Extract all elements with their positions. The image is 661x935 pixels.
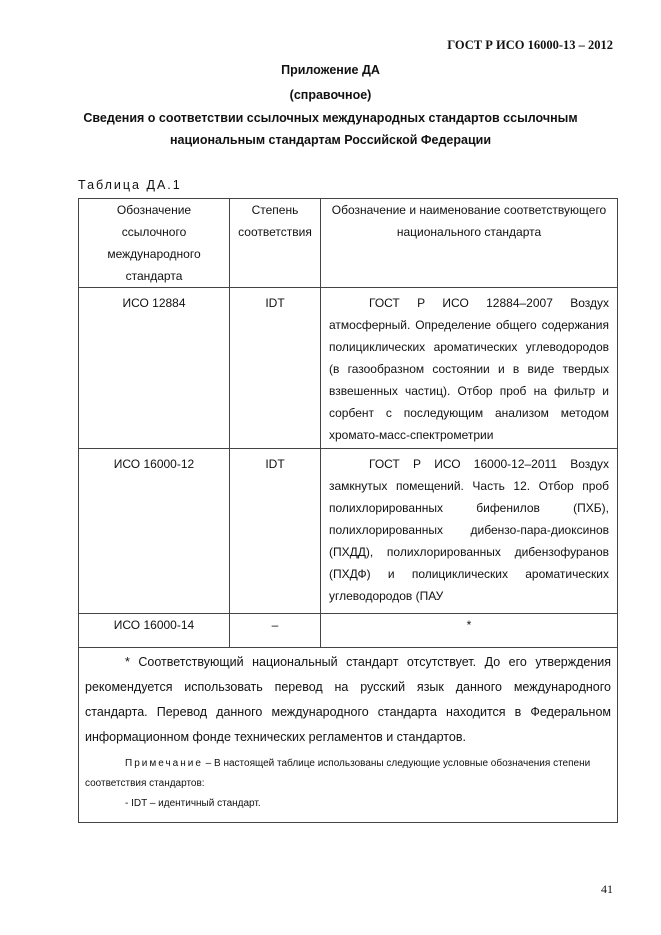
degree-cell: IDT	[230, 288, 321, 449]
page-number: 41	[601, 882, 613, 896]
national-standard-cell: ГОСТ Р ИСО 12884–2007 Воздух атмосферный. Определение общего содержания полициклических ароматических углеводородов (в газообразном состоянии и в виде твердых взвешенных частиц). Отбор проб на фильтр и сорбент с последующим анализом методом хромато-масс-спектрометрии	[321, 288, 618, 449]
degree-cell: IDT	[230, 449, 321, 614]
intl-standard-cell: ИСО 16000-14	[79, 614, 230, 648]
appendix-subtitle: (справочное)	[289, 88, 372, 102]
note-item: - IDT – идентичный стандарт.	[125, 798, 261, 809]
table-row	[79, 614, 618, 648]
national-standard-cell: *	[321, 614, 618, 648]
table-note	[85, 754, 611, 794]
footnote: * Соответствующий национальный стандарт отсутствует. До его утверждения рекомендуется использовать перевод на русский язык данного международного стандарта. Перевод данного международного стандарта находится в Федеральном информационном фонде технических регламентов и стандартов.	[85, 655, 611, 744]
column-header: Обозначение и наименование соответствующего национального стандарта	[321, 199, 618, 288]
appendix-heading-line1: Сведения о соответствии ссылочных международных стандартов ссылочным	[83, 111, 578, 125]
appendix-heading-line2: национальным стандартам Российской Федерации	[169, 133, 492, 147]
national-standard-cell: ГОСТ Р ИСО 16000-12–2011 Воздух замкнутых помещений. Часть 12. Отбор проб полихлорированных бифенилов (ПХБ), полихлорированных дибензо-пара-диоксинов (ПХДД), полихлорированных дибензофуранов (ПХДФ) и полициклических ароматических углеводородов (ПАУ	[321, 449, 618, 614]
degree-cell: –	[230, 614, 321, 648]
column-header: Обозначение ссылочного международного стандарта	[79, 199, 230, 288]
table-row	[79, 449, 618, 614]
intl-standard-cell: ИСО 16000-12	[79, 449, 230, 614]
table-header-row	[79, 199, 618, 288]
table-row	[79, 288, 618, 449]
table-notes-row	[79, 648, 618, 823]
correspondence-table	[78, 198, 618, 823]
note-text: – В настоящей таблице использованы следующие условные обозначения степени соответствия стандартов:	[85, 758, 591, 789]
column-header: Степень соответствия	[230, 199, 321, 288]
appendix-title: Приложение ДА	[281, 63, 380, 77]
document-header: ГОСТ Р ИСО 16000-13 – 2012	[447, 38, 613, 52]
note-label: Примечание	[125, 758, 203, 769]
table-caption: Таблица ДА.1	[78, 178, 182, 192]
intl-standard-cell: ИСО 12884	[79, 288, 230, 449]
